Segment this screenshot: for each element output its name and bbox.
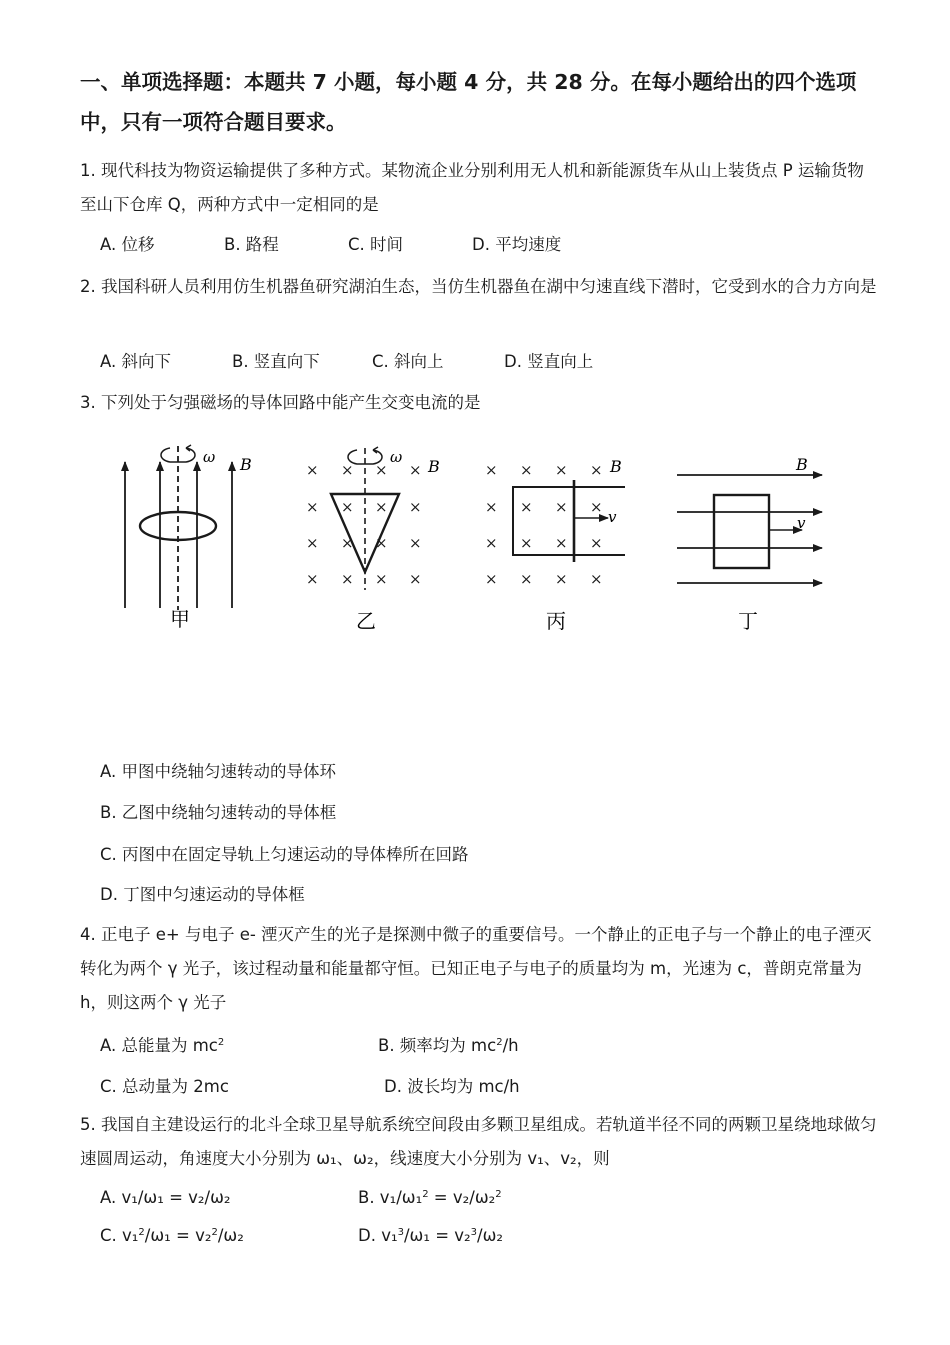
caption-yi: 乙	[356, 609, 376, 633]
svg-text:×: ×	[485, 498, 498, 516]
v-label-bing: v	[608, 508, 617, 526]
svg-text:×: ×	[555, 570, 568, 588]
q1-option-a[interactable]: A. 位移	[100, 235, 155, 254]
diagram-jia	[125, 445, 232, 610]
svg-text:×: ×	[306, 534, 319, 552]
caption-ding: 丁	[738, 609, 758, 633]
q5-option-a[interactable]: A. v₁/ω₁ = v₂/ω₂	[100, 1188, 231, 1207]
svg-text:×: ×	[409, 498, 422, 516]
v-label-ding: v	[797, 514, 806, 532]
q2-option-a[interactable]: A. 斜向下	[100, 352, 171, 371]
diagram-bing	[485, 461, 603, 588]
svg-text:×: ×	[520, 498, 533, 516]
svg-text:×: ×	[555, 498, 568, 516]
q2-option-b[interactable]: B. 竖直向下	[232, 352, 320, 371]
q3-option-b[interactable]: B. 乙图中绕轴匀速转动的导体框	[100, 803, 337, 822]
magnetic-field-figure	[100, 440, 860, 640]
svg-text:×: ×	[306, 498, 319, 516]
svg-text:×: ×	[341, 498, 354, 516]
q3-option-a[interactable]: A. 甲图中绕轴匀速转动的导体环	[100, 762, 336, 781]
q4-option-d[interactable]: D. 波长均为 mc/h	[384, 1077, 520, 1096]
svg-text:×: ×	[409, 461, 422, 479]
q4-option-b[interactable]: B. 频率均为 $mc^2/h$	[378, 1036, 519, 1055]
svg-text:×: ×	[590, 461, 603, 479]
svg-text:×: ×	[409, 534, 422, 552]
q1-option-d[interactable]: D. 平均速度	[472, 235, 562, 254]
q1-option-c[interactable]: C. 时间	[348, 235, 404, 254]
question-1-stem: 1. 现代科技为物资运输提供了多种方式。某物流企业分别利用无人机和新能源货车从山上装货点 P 运输货物至山下仓库 Q，两种方式中一定相同的是	[80, 161, 864, 214]
section-heading: 一、单项选择题：本题共 7 小题，每小题 4 分，共 28 分。在每小题给出的四个选项中，只有一项符合题目要求。	[80, 70, 857, 134]
q2-option-d[interactable]: D. 竖直向上	[504, 352, 594, 371]
b-label-ding: B	[796, 455, 808, 474]
svg-text:×: ×	[306, 570, 319, 588]
q5-option-c[interactable]: C. v₁$^2$/ω₁ = v₂$^2$/ω₂	[100, 1226, 244, 1245]
b-label-yi: B	[428, 457, 440, 476]
omega-label-yi: ω	[390, 448, 403, 466]
q3-option-c[interactable]: C. 丙图中在固定导轨上匀速运动的导体棒所在回路	[100, 845, 469, 864]
svg-text:×: ×	[375, 461, 388, 479]
svg-text:×: ×	[341, 534, 354, 552]
svg-text:×: ×	[375, 534, 388, 552]
question-5-stem: 5. 我国自主建设运行的北斗全球卫星导航系统空间段由多颗卫星组成。若轨道半径不同的两颗卫星绕地球做匀速圆周运动，角速度大小分别为 ω₁、ω₂，线速度大小分别为 v₁、v₂，则	[80, 1115, 877, 1168]
question-4-stem: 4. 正电子 e+ 与电子 e- 湮灭产生的光子是探测中微子的重要信号。一个静止的正电子与一个静止的电子湮灭转化为两个 γ 光子，该过程动量和能量都守恒。已知正电子与电子的质量均为 m，光速为 c，普朗克常量为 h，则这两个 γ 光子	[80, 925, 872, 1012]
svg-text:×: ×	[520, 461, 533, 479]
q1-option-b[interactable]: B. 路程	[224, 235, 279, 254]
caption-bing: 丙	[546, 609, 566, 633]
svg-text:×: ×	[341, 461, 354, 479]
q4-option-a[interactable]: A. 总能量为 $mc^2$	[100, 1036, 225, 1055]
b-label-jia: B	[240, 455, 252, 474]
svg-text:×: ×	[375, 570, 388, 588]
svg-text:×: ×	[341, 570, 354, 588]
svg-text:×: ×	[590, 498, 603, 516]
question-2-stem: 2. 我国科研人员利用仿生机器鱼研究湖泊生态，当仿生机器鱼在湖中匀速直线下潜时，它受到水的合力方向是	[80, 277, 877, 296]
svg-text:×: ×	[590, 534, 603, 552]
b-label-bing: B	[610, 457, 622, 476]
svg-text:×: ×	[409, 570, 422, 588]
svg-text:×: ×	[520, 534, 533, 552]
q2-option-c[interactable]: C. 斜向上	[372, 352, 444, 371]
question-3-stem: 3. 下列处于匀强磁场的导体回路中能产生交变电流的是	[80, 393, 481, 412]
q5-option-b[interactable]: B. v₁/ω₁$^2$ = v₂/ω₂$^2$	[358, 1188, 502, 1207]
svg-text:×: ×	[485, 570, 498, 588]
svg-text:×: ×	[485, 534, 498, 552]
svg-text:×: ×	[520, 570, 533, 588]
svg-text:×: ×	[306, 461, 319, 479]
q3-option-d[interactable]: D. 丁图中匀速运动的导体框	[100, 885, 305, 904]
q5-option-d[interactable]: D. v₁$^3$/ω₁ = v₂$^3$/ω₂	[358, 1226, 504, 1245]
svg-text:×: ×	[555, 534, 568, 552]
caption-jia: 甲	[170, 607, 190, 631]
svg-text:×: ×	[590, 570, 603, 588]
q4-option-c[interactable]: C. 总动量为 2mc	[100, 1077, 229, 1096]
svg-text:×: ×	[375, 498, 388, 516]
svg-text:×: ×	[555, 461, 568, 479]
omega-label-jia: ω	[203, 448, 216, 466]
svg-text:×: ×	[485, 461, 498, 479]
